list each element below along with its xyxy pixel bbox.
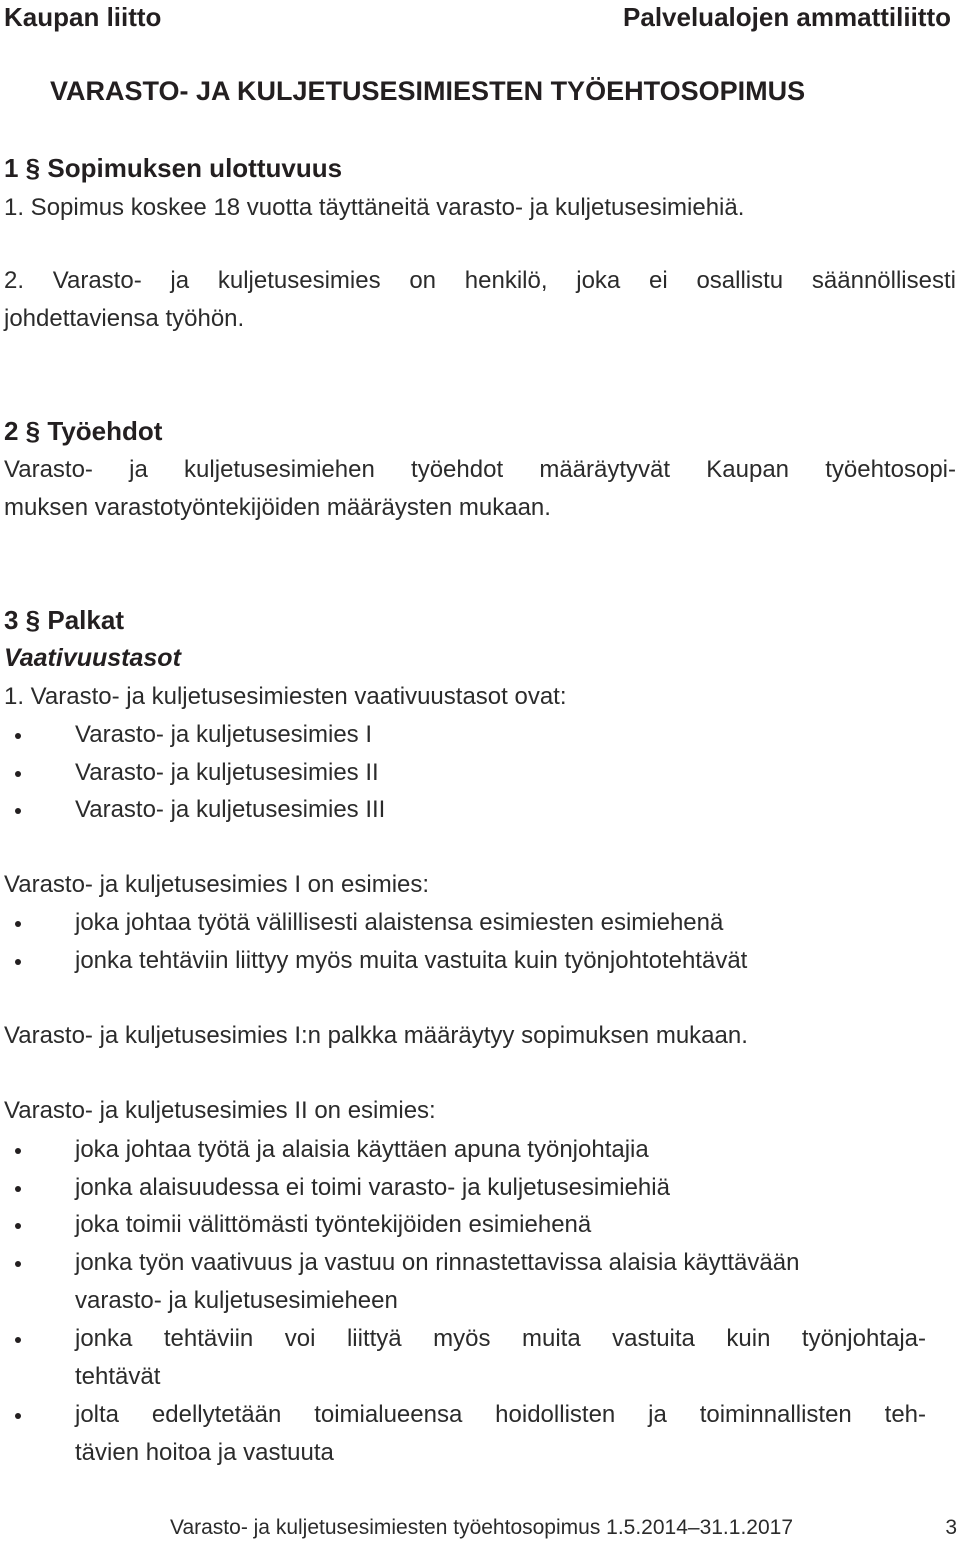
section-2-heading: 2 § Työehdot (4, 416, 163, 446)
bullet-icon (15, 921, 21, 927)
footer-text: Varasto- ja kuljetusesimiesten työehtosopimus 1.5.2014–31.1.2017 (170, 1516, 793, 1539)
section-3-intro: 1. Varasto- ja kuljetusesimiesten vaativuustasot ovat: (4, 683, 567, 710)
bullet-icon (15, 808, 21, 814)
header-left-org: Kaupan liitto (4, 2, 162, 32)
page-number: 3 (945, 1516, 957, 1539)
section-1-paragraph-1: 1. Sopimus koskee 18 vuotta täyttäneitä varasto- ja kuljetusesimiehiä. (4, 194, 745, 221)
section-3-heading: 3 § Palkat (4, 605, 124, 635)
bullet-icon (15, 1148, 21, 1154)
section-1-heading: 1 § Sopimuksen ulottuvuus (4, 153, 343, 183)
level-1-pay: Varasto- ja kuljetusesimies I:n palkka määräytyy sopimuksen mukaan. (4, 1022, 748, 1049)
bullet-icon (15, 771, 21, 777)
level-1-intro: Varasto- ja kuljetusesimies I on esimies: (4, 871, 430, 898)
section-1-paragraph-2-line-2: johdettaviensa työhön. (4, 305, 245, 332)
bullet-icon (15, 1261, 21, 1267)
bullet-icon (15, 959, 21, 965)
level-2-intro: Varasto- ja kuljetusesimies II on esimies: (4, 1097, 436, 1124)
section-2-paragraph-line-2: muksen varastotyöntekijöiden määräysten mukaan. (4, 494, 551, 521)
bullet-icon (15, 1186, 21, 1192)
header-right-org: Palvelualojen ammattiliitto (623, 2, 951, 32)
section-1-paragraph-2-line-1: 2. Varasto- ja kuljetusesimies on henkilö, joka ei osallistu säännöllisesti (4, 267, 956, 294)
document-title: VARASTO- JA KULJETUSESIMIESTEN TYÖEHTOSOPIMUS (50, 76, 806, 106)
bullet-icon (15, 1337, 21, 1343)
bullet-icon (15, 1223, 21, 1229)
bullet-icon (15, 1413, 21, 1419)
section-3-subheading: Vaativuustasot (4, 644, 181, 672)
bullet-icon (15, 733, 21, 739)
section-2-paragraph-line-1: Varasto- ja kuljetusesimiehen työehdot määräytyvät Kaupan työehtosopi- (4, 456, 956, 483)
